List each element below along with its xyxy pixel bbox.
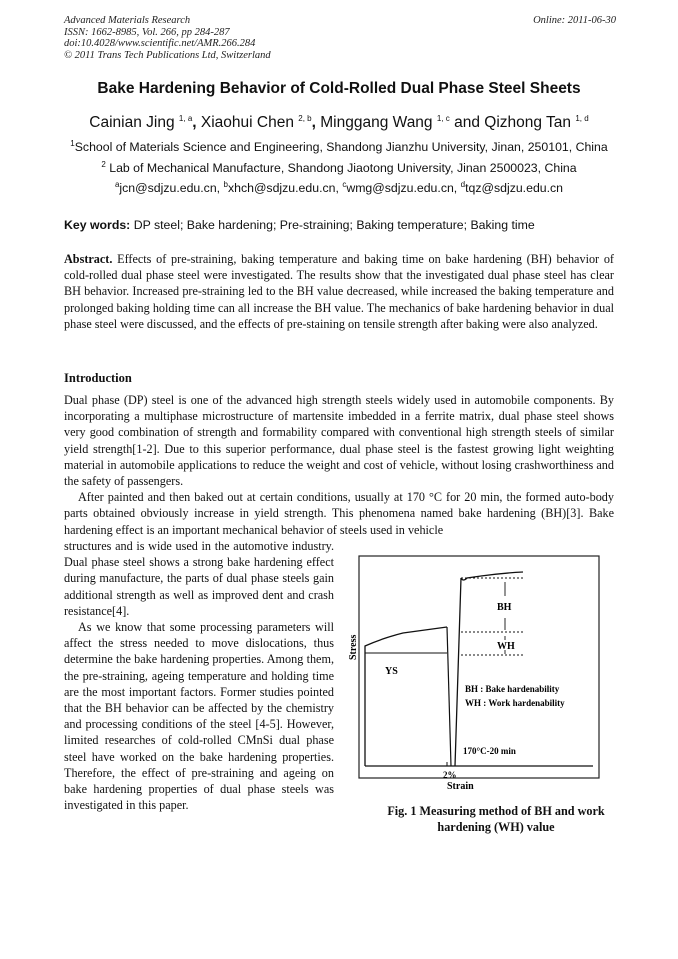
author-and: and — [454, 114, 480, 131]
intro-paragraph-2: After painted and then baked out at certain conditions, usually at 170 °C for 20 min, the formed auto-body parts obtained obviously increase in yield strength. This phenomena named bake hardening (BH)[3]. Bake hardening effect is an important mechanical behavior of steels used in vehicle — [64, 490, 614, 537]
header-block — [64, 15, 271, 61]
abstract-label: Abstract. — [64, 252, 113, 266]
issn-line: ISSN: 1662-8985, Vol. 266, pp 284-287 — [64, 26, 230, 38]
wh-label: WH — [497, 641, 515, 652]
affiliation-text: Lab of Mechanical Manufacture, Shandong Jiaotong University, Jinan 2500023, China — [109, 161, 577, 175]
email-sup: d — [460, 179, 466, 189]
figure-1 — [343, 548, 607, 800]
intro-paragraph-2-continued: structures and is wide used in the automotive industry. Dual phase steel shows a strong bake hardening effect during manufacture, the parts of dual phase steels gain additional strength as well as improved dent and crash resistance[4]. — [64, 539, 334, 618]
author-line — [0, 114, 678, 132]
author-name: Xiaohui Chen — [200, 114, 294, 131]
journal-name: Advanced Materials Research — [64, 15, 191, 26]
intro-paragraph-1: Dual phase (DP) steel is one of the advanced high strength steels widely used in automobile components. By incorporating a multiphase microstructure of martensite imbedded in a ferrite matrix, dual phase steel shows very good combination of strength and formability compared with conventional high strength steels of similar yield strength[1-2]. Due to this superior performance, dual phase steel is the fastest growing light weighting material in automobile applications to reduce the weight and cost of vehicle, without losing crashworthiness and the safety of passengers. — [64, 393, 614, 489]
email: jcn@sdjzu.edu.cn, — [119, 181, 221, 195]
prestrain-curve — [365, 627, 447, 766]
online-date: Online: 2011-06-30 — [533, 15, 616, 26]
figure-caption: Fig. 1 Measuring method of BH and work hardening (WH) value — [387, 804, 605, 834]
author-separator: , — [192, 114, 197, 131]
unload-line — [447, 627, 451, 766]
x-axis-label: Strain — [447, 781, 474, 792]
email: xhch@sdjzu.edu.cn, — [227, 181, 339, 195]
email-sup: b — [223, 179, 228, 189]
author-sup: 1, a — [178, 113, 193, 123]
paper-title: Bake Hardening Behavior of Cold-Rolled Dual Phase Steel Sheets — [97, 80, 581, 97]
bh-diagram — [343, 548, 607, 800]
ys-label: YS — [385, 666, 398, 677]
author-sup: 1, d — [575, 113, 589, 123]
keywords-label: Key words: — [64, 218, 131, 232]
affiliation-2 — [0, 161, 678, 175]
bh-definition: BH : Bake hardenability — [465, 684, 560, 694]
email: tqz@sdjzu.edu.cn — [465, 181, 564, 195]
email-sup: a — [114, 179, 120, 189]
affiliation-sup: 2 — [101, 159, 106, 169]
strain-label: 2% — [443, 770, 457, 780]
author-name: Qizhong Tan — [484, 114, 572, 131]
doi-line: doi:10.4028/www.scientific.net/AMR.266.284 — [64, 38, 256, 49]
author-sup: 1, c — [436, 113, 450, 123]
abstract — [64, 251, 614, 332]
email: wmg@sdjzu.edu.cn, — [346, 181, 458, 195]
keywords — [64, 218, 535, 232]
author-name: Cainian Jing — [89, 114, 175, 131]
bh-label: BH — [497, 602, 512, 613]
email-sup: c — [342, 179, 347, 189]
author-separator: , — [311, 114, 316, 131]
keywords-text: DP steel; Bake hardening; Pre-straining; Baking temperature; Baking time — [133, 218, 535, 232]
y-axis-label: Stress — [348, 634, 359, 660]
affiliation-text: School of Materials Science and Engineering, Shandong Jianzhu University, Jinan, 250101, China — [74, 140, 608, 154]
affiliation-sup: 1 — [70, 138, 75, 148]
intro-full-width — [64, 392, 614, 538]
affiliation-1 — [0, 140, 678, 154]
abstract-text: Effects of pre-straining, baking temperature and baking time on bake hardening (BH) behavior of cold-rolled dual phase steel were investigated. The results show that the investigated dual phase steel has clear BH behavior. Increased pre-straining led to the BH value decreased, while increased the baking temperature and prolonged baking holding time can all increase the BH value. The mechanics of bake hardening behavior in dual phase steel were discussed, and the effects of pre-staining on tensile strength after baking were also analyzed. — [64, 252, 614, 331]
wh-definition: WH : Work hardenability — [465, 698, 565, 708]
intro-left-column — [64, 538, 334, 813]
author-name: Minggang Wang — [320, 114, 433, 131]
intro-paragraph-3: As we know that some processing parameters will affect the stress needed to move dislocations, thus determine the bake hardening properties. Among them, the pre-straining, ageing temperature and holding time are the most important factors. Former studies pointed that the BH behavior can be affected by the chemistry and processing conditions of the steel [4-5]. However, limited researches of cold-rolled CMnSi dual phase steel have worked on the bake hardening properties. Therefore, the effect of pre-straining and ageing on bake hardening properties of dual phase steels was investigated in this paper. — [64, 620, 334, 813]
author-sup: 2, b — [298, 113, 312, 123]
reload-curve — [455, 572, 523, 766]
email-line — [0, 181, 678, 195]
section-heading-introduction: Introduction — [64, 371, 132, 385]
copyright-line: © 2011 Trans Tech Publications Ltd, Switzerland — [64, 49, 271, 61]
baking-condition-label: 170°C-20 min — [463, 746, 516, 756]
